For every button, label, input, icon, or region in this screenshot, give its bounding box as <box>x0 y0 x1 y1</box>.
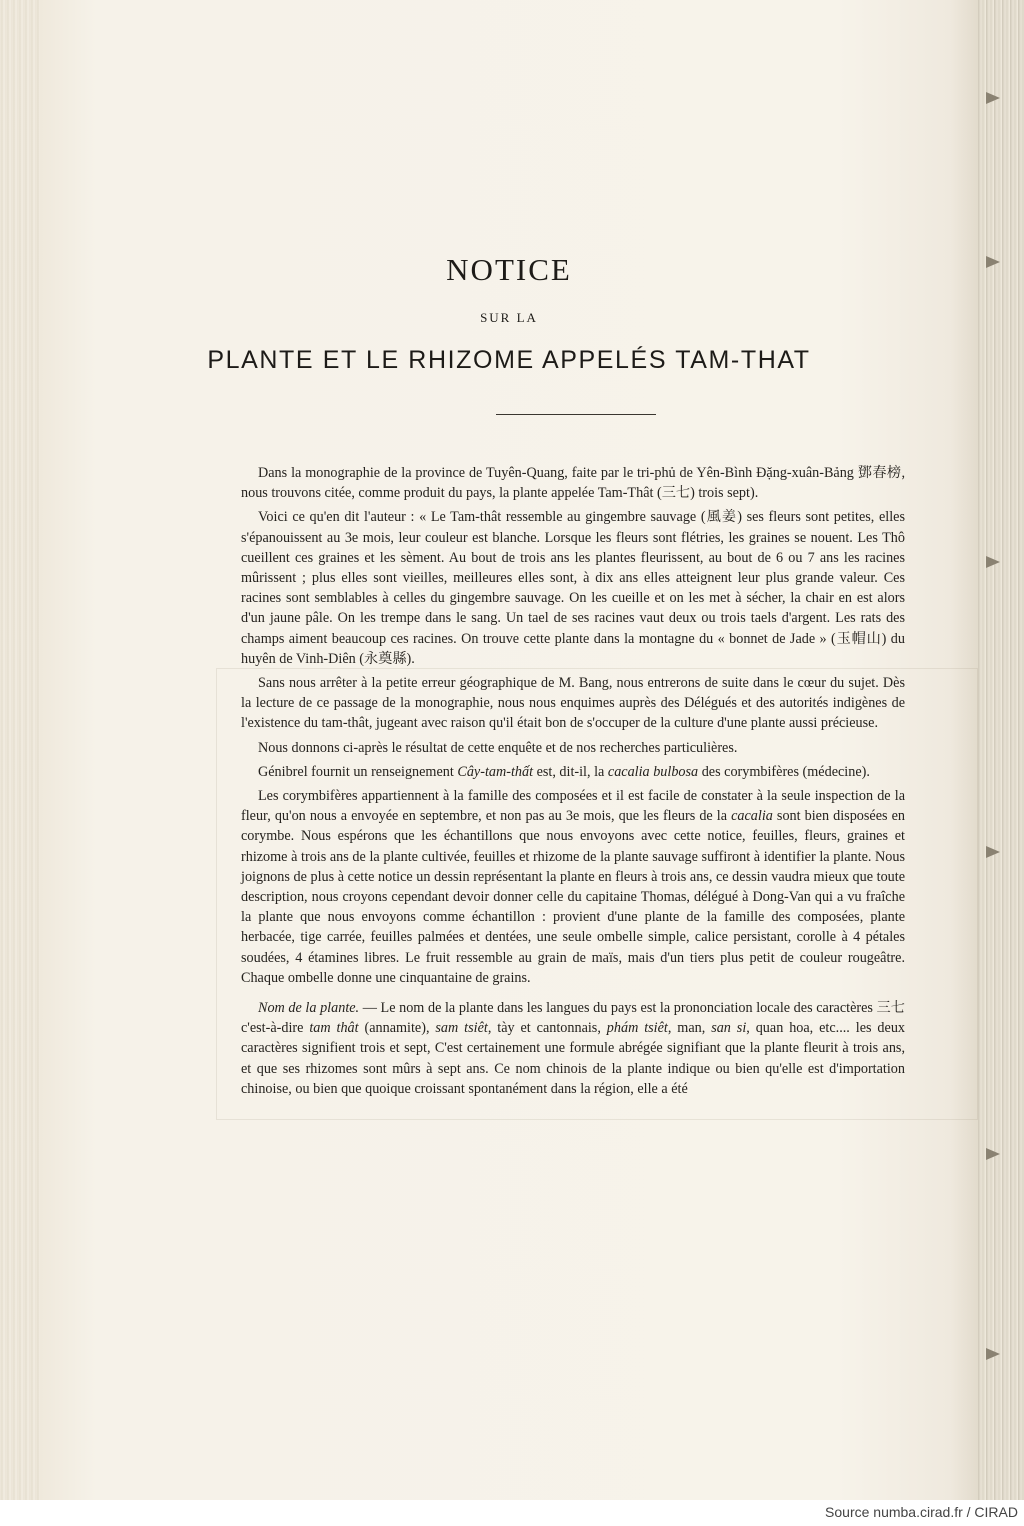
italic-term: san si <box>711 1020 747 1037</box>
paragraph <box>241 998 905 1099</box>
source-credit: Source numba.cirad.fr / CIRAD <box>825 1504 1018 1520</box>
italic-term: Cây-tam-thất <box>457 763 534 780</box>
italic-term: phám tsiêt <box>606 1020 668 1037</box>
document-title: NOTICE <box>446 252 572 287</box>
document-subtitle: PLANTE ET LE RHIZOME APPELÉS TAM-THAT <box>207 346 811 374</box>
italic-term: sam tsiêt <box>435 1020 488 1037</box>
text-run: , man, <box>667 1020 712 1037</box>
text-run: est, dit-il, la <box>533 763 608 780</box>
body-text <box>241 463 905 1103</box>
paragraph <box>241 786 905 988</box>
title-connector: SUR LA <box>480 310 538 325</box>
paragraph: Voici ce qu'en dit l'auteur : « Le Tam-thât ressemble au gingembre sauvage (風姜) ses fleurs sont petites, elles s'épanouissent au 3e mois, leur couleur est blanche. Lorsque les fleurs sont flétries, les graines se nouent. Les Thô cueillent ces graines et les sèment. Au bout de trois ans les plantes fleurissent, au bout de 6 ou 7 ans les racines mûrissent ; plus elles sont vieilles, meilleures elles sont, à dix ans elles atteignent leur plus grande valeur. Ces racines sont semblables à celles du gingembre sauvage. On les cueille et on les met à sécher, la chair en est alors d'un jaune pâle. On les trempe dans le sang. Un tael de ses racines vaut deux ou trois taels d'argent. Les rats des champs aiment beaucoup ces racines. On trouve cette plante dans la montagne du « bonnet de Jade » (玉帽山) du huyên de Vinh-Diên (永奠縣). <box>241 509 905 667</box>
paragraph <box>241 762 905 782</box>
page-tab-icon <box>986 556 1000 568</box>
text-run: , tày et cantonnais, <box>487 1020 607 1037</box>
text-run: , quan hoa, etc.... les deux caractères signifient trois et sept, C'est certainement une formule abrégée signifiant que la plante fleurit à trois ans, et que ses rhizomes sont mûrs à sept ans. Ce nom chinois de la plante indique ou bien qu'elle est d'importation chinoise, ou bien que quoique croissant spontanément dans la région, elle a été <box>241 1020 906 1097</box>
italic-term: cacalia bulbosa <box>607 763 699 780</box>
text-run: — Le nom de la plante dans les langues du pays est la prononciation locale des caractères 三七 c'est-à-dire <box>241 1000 905 1037</box>
paragraph: Dans la monographie de la province de Tuyên-Quang, faite par le tri-phủ de Yên-Bình Đặng-xuân-Bảng 鄧春榜, nous trouvons citée, comme produit du pays, la plante appelée Tam-Thât (三七) trois sept). <box>241 465 905 502</box>
italic-term: cacalia <box>731 808 773 825</box>
page-tab-icon <box>986 1148 1000 1160</box>
title-divider <box>496 414 656 415</box>
paragraph: Nous donnons ci-après le résultat de cette enquête et de nos recherches particulières. <box>258 739 738 756</box>
text-run: (annamite), <box>358 1020 436 1037</box>
paragraph: Sans nous arrêter à la petite erreur géographique de M. Bang, nous entrerons de suite dans le cœur du sujet. Dès la lecture de ce passage de la monographie, nous nous enquimes auprès des Délégués et des autorités indigènes de l'existence du tam-thât, jugeant avec raison qu'il était bon de s'occuper de la culture d'une plante aussi précieuse. <box>241 675 905 732</box>
italic-term: tam thât <box>309 1020 359 1037</box>
text-run: Les corymbifères appartiennent à la famille des composées et il est facile de constater à la seule inspection de la fleur, qu'on nous a envoyée en septembre, et non pas au 3e mois, que les fleurs de la <box>241 788 905 825</box>
text-run: des corymbifères (médecine). <box>698 763 870 780</box>
page-edges-right <box>978 0 1024 1500</box>
page-tab-icon <box>986 1348 1000 1360</box>
page-tab-icon <box>986 256 1000 268</box>
text-run: sont bien disposées en corymbe. Nous espérons que les échantillons que nous envoyons avec cette notice, feuilles, fleurs, graines et rhizome à trois ans de la plante cultivée, feuilles et rhizome de la plante sauvage suffiront à identifier la plante. Nous joignons de plus à cette notice un dessin représentant la plante en fleurs à trois ans, ce dessin vaudra mieux que toute description, nous croyons cependant devoir donner celle du capitaine Thomas, délégué à Dong-Van qui a vu fraîche la plante que nous envoyons comme échantillon : provient d'une plante de la famille des composées, plante herbacée, tige carrée, feuilles palmées et dentées, une seule ombelle simple, calice persistant, corolle à 4 pétales soudées, 4 étamines libres. Le fruit ressemble au grain de maïs, mais d'un tiers plus petit de couleur rougeâtre. Chaque ombelle donne une cinquantaine de grains. <box>241 808 905 986</box>
page-tab-icon <box>986 92 1000 104</box>
section-heading: Nom de la plante. <box>258 1000 360 1017</box>
page-tab-icon <box>986 846 1000 858</box>
text-run: Génibrel fournit un renseignement <box>258 763 458 780</box>
